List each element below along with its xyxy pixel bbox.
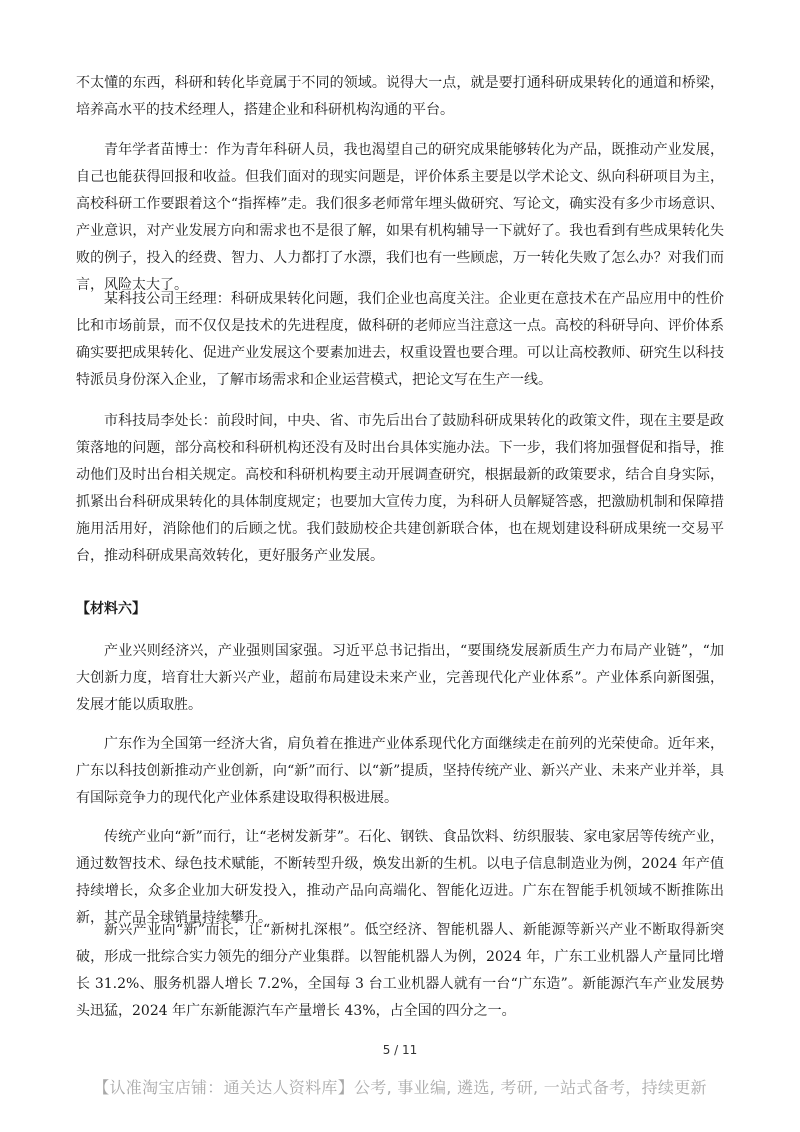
paragraph-li: 市科技局李处长：前段时间，中央、省、市先后出台了鼓励科研成果转化的政策文件，现在主要是政策落地的问题，部分高校和科研机构还没有及时出台具体实施办法。下一步，我们将加强督促和指导，推动他们及时出台相关规定。高校和科研机构要主动开展调查研究，根据最新的政策要求，结合自身实际，抓紧出台科研成果转化的具体制度规定；也要加大宣传力度，为科研人员解疑答惑，把激励机制和保障措施用活用好，消除他们的后顾之忧。我们鼓励校企共建创新联合体，也在规划建设科研成果统一交易平台，推动科研成果高效转化，更好服务产业发展。 [76, 413, 724, 564]
paragraph-emerging: 新兴产业向“新”而长，让“新树扎深根”。低空经济、智能机器人、新能源等新兴产业不断取得新突破，形成一批综合实力领先的细分产业集群。以智能机器人为例，2024 年，广东工业机器人产量同比增长 31.2%、服务机器人增长 7.2%，全国每 3 台工业机器人就有一台“广东造”。新能源汽车产业发展势头迅猛，2024 年广东新能源汽车产量增长 43%，占全国的四分之一。 [76, 922, 724, 1019]
paragraph-wang: 某科技公司王经理：科研成果转化问题，我们企业也高度关注。企业更在意技术在产品应用中的性价比和市场前景，而不仅仅是技术的先进程度，做科研的老师应当注意这一点。高校的科研导向、评价体系确实要把成果转化、促进产业发展这个要素加进去，权重设置也要合理。可以让高校教师、研究生以科技特派员身份深入企业，了解市场需求和企业运营模式，把论文写在生产一线。 [76, 291, 724, 388]
paragraph-traditional: 传统产业向“新”而行，让“老树发新芽”。石化、钢铁、食品饮料、纺织服装、家电家居等传统产业，通过数智技术、绿色技术赋能，不断转型升级，焕发出新的生机。以电子信息制造业为例，2024 年产值持续增长，众多企业加大研发投入，推动产品向高端化、智能化迈进。广东在智能手机领域不断推陈出新，其产品全球销量持续攀升。 [76, 829, 724, 926]
paragraph-continuation: 不太懂的东西，科研和转化毕竟属于不同的领域。说得大一点，就是要打通科研成果转化的通道和桥梁，培养高水平的技术经理人，搭建企业和科研机构沟通的平台。 [76, 75, 724, 118]
section-title: 【材料六】 [76, 601, 146, 617]
paragraph-guangdong: 广东作为全国第一经济大省，肩负着在推进产业体系现代化方面继续走在前列的光荣使命。近年来，广东以科技创新推动产业创新，向“新”而行、以“新”提质，坚持传统产业、新兴产业、未来产业并举，具有国际竞争力的现代化产业体系建设取得积极进展。 [76, 736, 724, 806]
watermark-footer: 【认准淘宝店铺：通关达人资料库】公考, 事业编, 遴选, 考研, 一站式备考，持续更新 [93, 1078, 707, 1097]
page-number: 5 / 11 [382, 1043, 418, 1057]
paragraph-miao: 青年学者苗博士：作为青年科研人员，我也渴望自己的研究成果能够转化为产品，既推动产业发展，自己也能获得回报和收益。但我们面对的现实问题是，评价体系主要是以学术论文、纵向科研项目为主，高校科研工作要跟着这个“指挥棒”走。我们很多老师常年埋头做研究、写论文，确实没有多少市场意识、产业意识，对产业发展方向和需求也不是很了解，如果有机构辅导一下就好了。我也看到有些成果转化失败的例子，投入的经费、智力、人力都打了水漂，我们也有一些顾虑，万一转化失败了怎么办？对我们而言，风险太大了。 [76, 142, 724, 293]
paragraph-industry-intro: 产业兴则经济兴，产业强则国家强。习近平总书记指出，“要围绕发展新质生产力布局产业链”，“加大创新力度，培育壮大新兴产业，超前布局建设未来产业，完善现代化产业体系”。产业体系向新图强，发展才能以质取胜。 [76, 643, 724, 713]
